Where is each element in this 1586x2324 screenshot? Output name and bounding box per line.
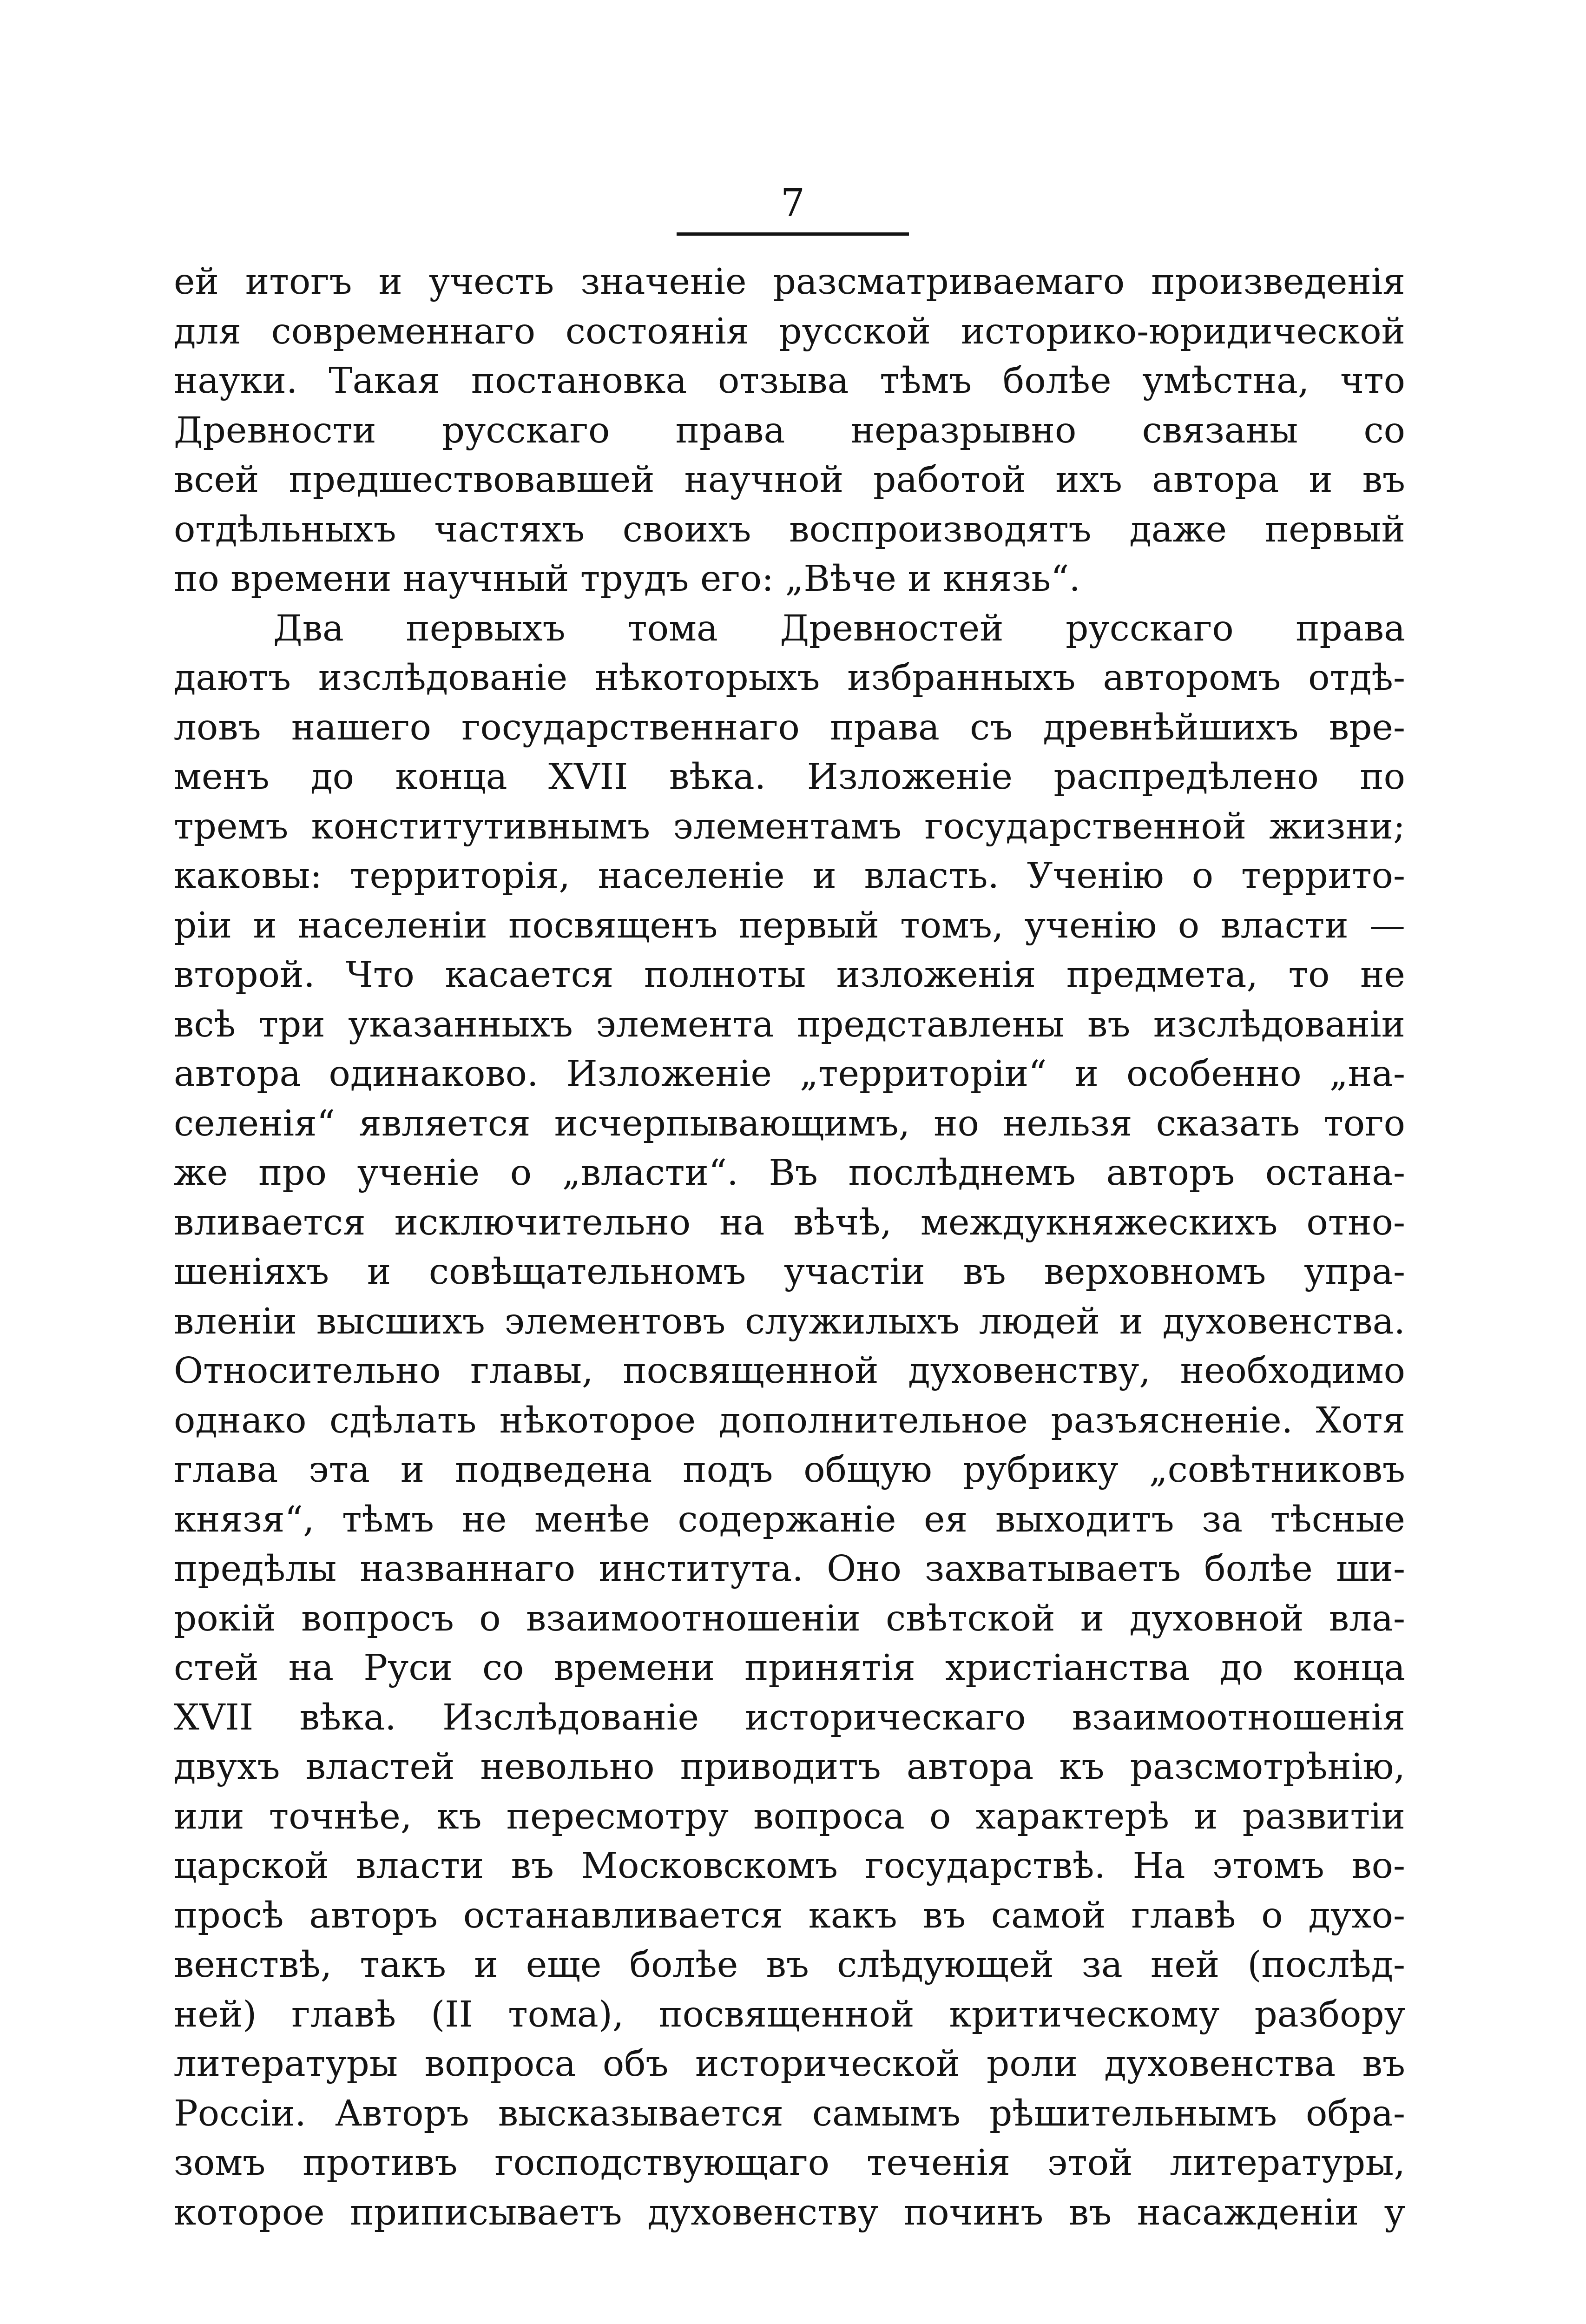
text-line: литературы вопроса объ исторической роли духовенства въ xyxy=(174,2043,1405,2085)
text-line: по времени научный трудъ его: „Вѣче и князь“. xyxy=(174,558,1080,600)
paragraph-start-line: Два первыхъ тома Древностей русскаго права xyxy=(273,607,1405,649)
text-line: XVII вѣка. Изслѣдованіе историческаго взаимоотношенія xyxy=(174,1697,1405,1738)
text-line: ловъ нашего государственнаго права съ древнѣйшихъ вре- xyxy=(174,706,1405,748)
text-line: даютъ изслѣдованіе нѣкоторыхъ избранныхъ авторомъ отдѣ- xyxy=(174,657,1405,699)
text-line: второй. Что касается полноты изложенія предмета, то не xyxy=(174,954,1405,996)
text-line: Древности русскаго права неразрывно связаны со xyxy=(174,409,1405,451)
text-line: двухъ властей невольно приводитъ автора къ разсмотрѣнію, xyxy=(174,1746,1405,1788)
text-line: каковы: территорія, населеніе и власть. Ученію о террито- xyxy=(174,855,1405,897)
text-line: тремъ конститутивнымъ элементамъ государственной жизни; xyxy=(174,805,1405,847)
text-line: Россіи. Авторъ высказывается самымъ рѣшительнымъ обра- xyxy=(174,2093,1405,2134)
text-line: Относительно главы, посвященной духовенству, необходимо xyxy=(174,1350,1405,1392)
text-line: всей предшествовавшей научной работой ихъ автора и въ xyxy=(174,459,1405,501)
text-line: однако сдѣлать нѣкоторое дополнительное разъясненіе. Хотя xyxy=(174,1400,1405,1441)
page-number-rule xyxy=(677,232,909,236)
text-line: отдѣльныхъ частяхъ своихъ воспроизводятъ даже первый xyxy=(174,508,1405,550)
text-line: для современнаго состоянія русской историко-юридической xyxy=(174,310,1405,352)
text-line: или точнѣе, къ пересмотру вопроса о характерѣ и развитіи xyxy=(174,1796,1405,1837)
text-line: всѣ три указанныхъ элемента представлены въ изслѣдованіи xyxy=(174,1004,1405,1045)
body-text xyxy=(174,257,1405,2238)
text-line: автора одинаково. Изложеніе „территоріи“ и особенно „на- xyxy=(174,1053,1405,1095)
text-line: глава эта и подведена подъ общую рубрику „совѣтниковъ xyxy=(174,1449,1405,1491)
text-line: рокій вопросъ о взаимоотношеніи свѣтской и духовной вла- xyxy=(174,1598,1405,1639)
text-line: которое приписываетъ духовенству починъ въ насажденіи у xyxy=(174,2192,1405,2233)
page-number: 7 xyxy=(780,181,805,225)
text-line: стей на Руси со времени принятія христіанства до конца xyxy=(174,1647,1405,1689)
text-line: менъ до конца XVII вѣка. Изложеніе распредѣлено по xyxy=(174,756,1405,798)
text-line: венствѣ, такъ и еще болѣе въ слѣдующей за ней (послѣд- xyxy=(174,1944,1405,1986)
text-line: шеніяхъ и совѣщательномъ участіи въ верховномъ упра- xyxy=(174,1251,1405,1293)
text-line: предѣлы названнаго института. Оно захватываетъ болѣе ши- xyxy=(174,1548,1405,1590)
text-line: ней) главѣ (II тома), посвященной критическому разбору xyxy=(174,1994,1405,2035)
text-line: князя“, тѣмъ не менѣе содержаніе ея выходитъ за тѣсные xyxy=(174,1499,1405,1540)
text-line: просѣ авторъ останавливается какъ въ самой главѣ о духо- xyxy=(174,1895,1405,1936)
text-line: зомъ противъ господствующаго теченія этой литературы, xyxy=(174,2142,1405,2184)
text-line: вленіи высшихъ элементовъ служилыхъ людей и духовенства. xyxy=(174,1301,1405,1342)
text-line: царской власти въ Московскомъ государствѣ. На этомъ во- xyxy=(174,1845,1405,1887)
text-line: науки. Такая постановка отзыва тѣмъ болѣе умѣстна, что xyxy=(174,360,1405,402)
text-line: вливается исключительно на вѣчѣ, междукняжескихъ отно- xyxy=(174,1202,1405,1243)
text-line: селенія“ является исчерпывающимъ, но нельзя сказать того xyxy=(174,1103,1405,1144)
text-line: же про ученіе о „власти“. Въ послѣднемъ авторъ остана- xyxy=(174,1152,1405,1194)
text-line: ей итогъ и учесть значеніе разсматриваемаго произведенія xyxy=(174,261,1405,303)
text-line: ріи и населеніи посвященъ первый томъ, ученію о власти — xyxy=(174,905,1405,946)
